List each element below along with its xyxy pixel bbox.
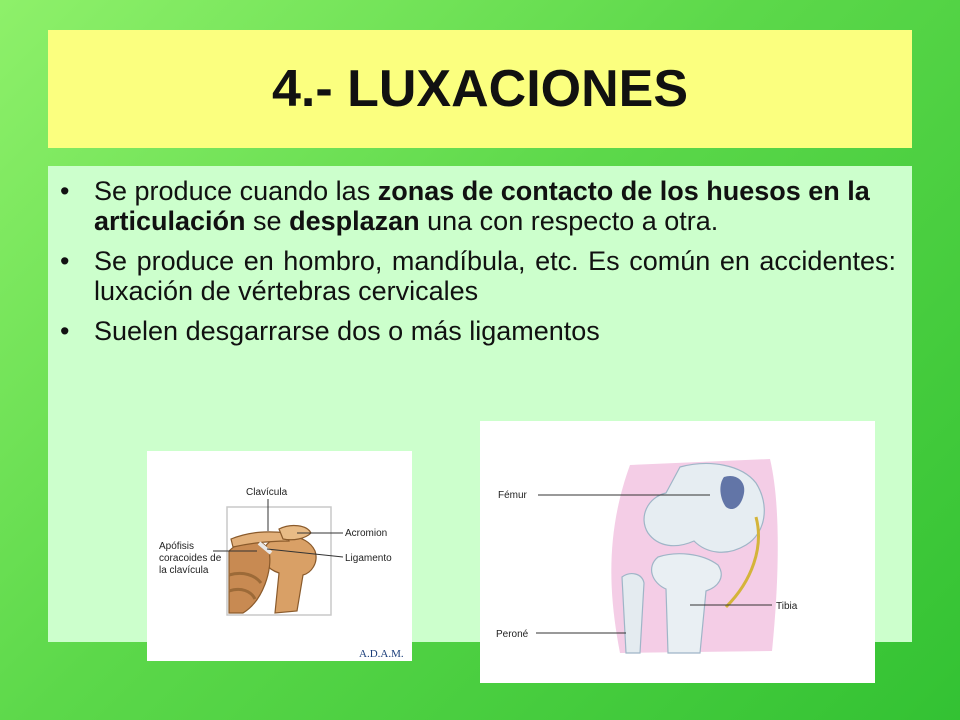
knee-drawing [480,421,875,683]
bullet-item-2 [60,246,896,306]
label-clavicula: Clavícula [246,487,288,498]
adam-logo: A.D.A.M. [359,648,404,660]
bullet-item-3 [60,316,896,346]
label-apofisis-3: la clavícula [159,565,209,576]
label-ligamento: Ligamento [345,553,392,564]
shoulder-illustration [147,451,412,661]
label-acromion: Acromion [345,528,388,539]
label-apofisis-1: Apófisis [159,541,195,552]
bullet-dot: • [60,316,70,346]
bullet-item-1 [60,176,896,236]
label-tibia: Tibia [776,601,798,612]
label-apofisis-2: coracoides de [159,553,222,564]
bullet-list [60,176,896,356]
title-box [48,30,912,148]
bullet-3-text: Suelen desgarrarse dos o más ligamentos [94,316,600,346]
bullet-1-bold-b: desplazan [289,206,420,236]
bullet-1-bold-a: zonas de contacto de los huesos en la articulación [94,176,870,236]
label-femur: Fémur [498,490,527,501]
knee-illustration [480,421,875,683]
bullet-dot: • [60,176,70,206]
slide-title: 4.- LUXACIONES [271,60,689,118]
bullet-1-text-a: Se produce cuando las [94,176,378,206]
bullet-dot: • [60,246,70,276]
bullet-1-text-c: una con respecto a otra. [419,206,719,236]
label-perone: Peroné [496,629,529,640]
shoulder-drawing [147,451,412,661]
bullet-2-text: Se produce en hombro, mandíbula, etc. Es común en accidentes: luxación de vértebras cervicales [94,246,896,306]
bullet-1-text-b: se [245,206,290,236]
